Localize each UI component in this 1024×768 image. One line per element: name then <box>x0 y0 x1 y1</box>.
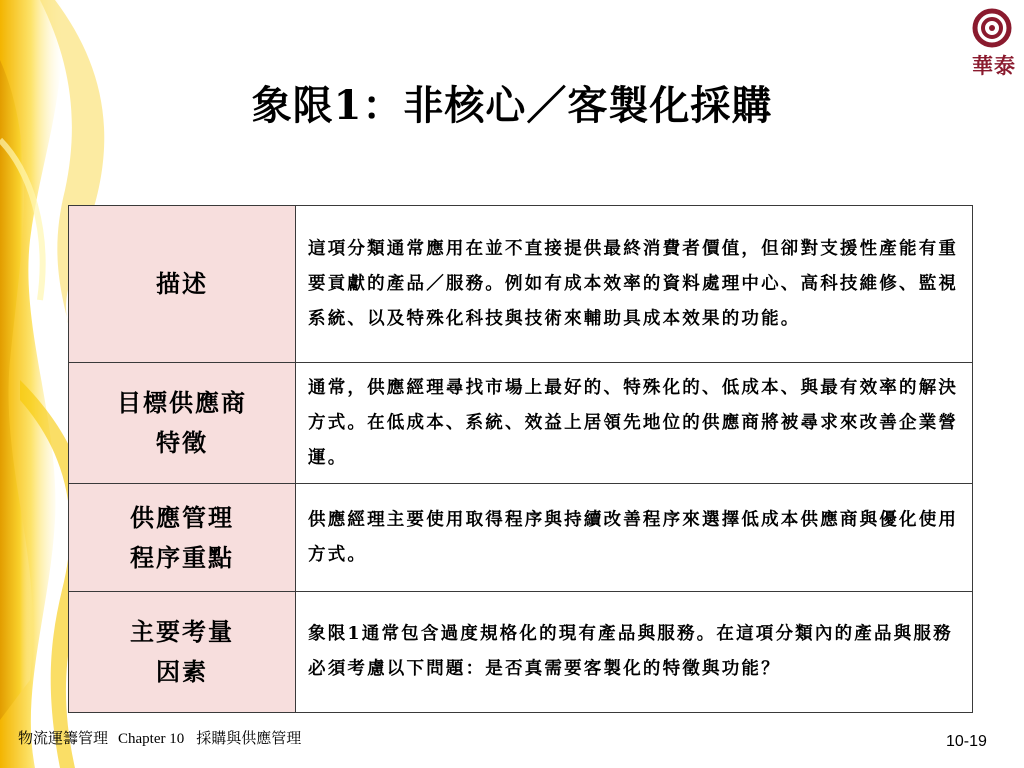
row-label <box>69 206 296 363</box>
table-row <box>69 484 973 592</box>
table-row <box>69 206 973 363</box>
row-label-line: 描述 <box>156 269 208 298</box>
page-number: 10-19 <box>946 733 987 750</box>
row-description: 象限1通常包含過度規格化的現有產品與服務。在這項分類內的產品與服務必須考慮以下問題：是否真需要客製化的特徵與功能？ <box>296 592 973 713</box>
row-description: 這項分類通常應用在並不直接提供最終消費者價值，但卻對支援性產能有重要貢獻的產品／服務。例如有成本效率的資料處理中心、高科技維修、監視系統、以及特殊化科技與技術來輔助具成本效果的功能。 <box>296 206 973 363</box>
row-label <box>69 484 296 592</box>
row-label-line: 特徵 <box>156 428 208 457</box>
ring-logo-icon <box>972 8 1012 48</box>
row-label <box>69 592 296 713</box>
footer-chapter: Chapter 10 <box>118 731 185 747</box>
content-table <box>68 205 973 713</box>
table-row <box>69 363 973 484</box>
row-label-line: 程序重點 <box>130 542 234 572</box>
footer-subject: 採購與供應管理 <box>196 731 302 747</box>
footer-course: 物流運籌管理 <box>18 731 109 747</box>
row-label <box>69 363 296 484</box>
footer <box>18 727 301 748</box>
table-row <box>69 592 973 713</box>
row-label-line: 因素 <box>156 657 208 686</box>
row-label-line: 目標供應商 <box>117 388 247 417</box>
row-description: 供應經理主要使用取得程序與持續改善程序來選擇低成本供應商與優化使用方式。 <box>296 484 973 592</box>
logo-text: 華泰 <box>972 54 1016 78</box>
row-description: 通常，供應經理尋找市場上最好的、特殊化的、低成本、與最有效率的解決方式。在低成本、系統、效益上居領先地位的供應商將被尋求來改善企業營運。 <box>296 363 973 484</box>
slide-title: 象限1：非核心／客製化採購 <box>251 82 773 129</box>
row-label-line: 供應管理 <box>130 502 234 532</box>
row-label-line: 主要考量 <box>130 617 234 646</box>
